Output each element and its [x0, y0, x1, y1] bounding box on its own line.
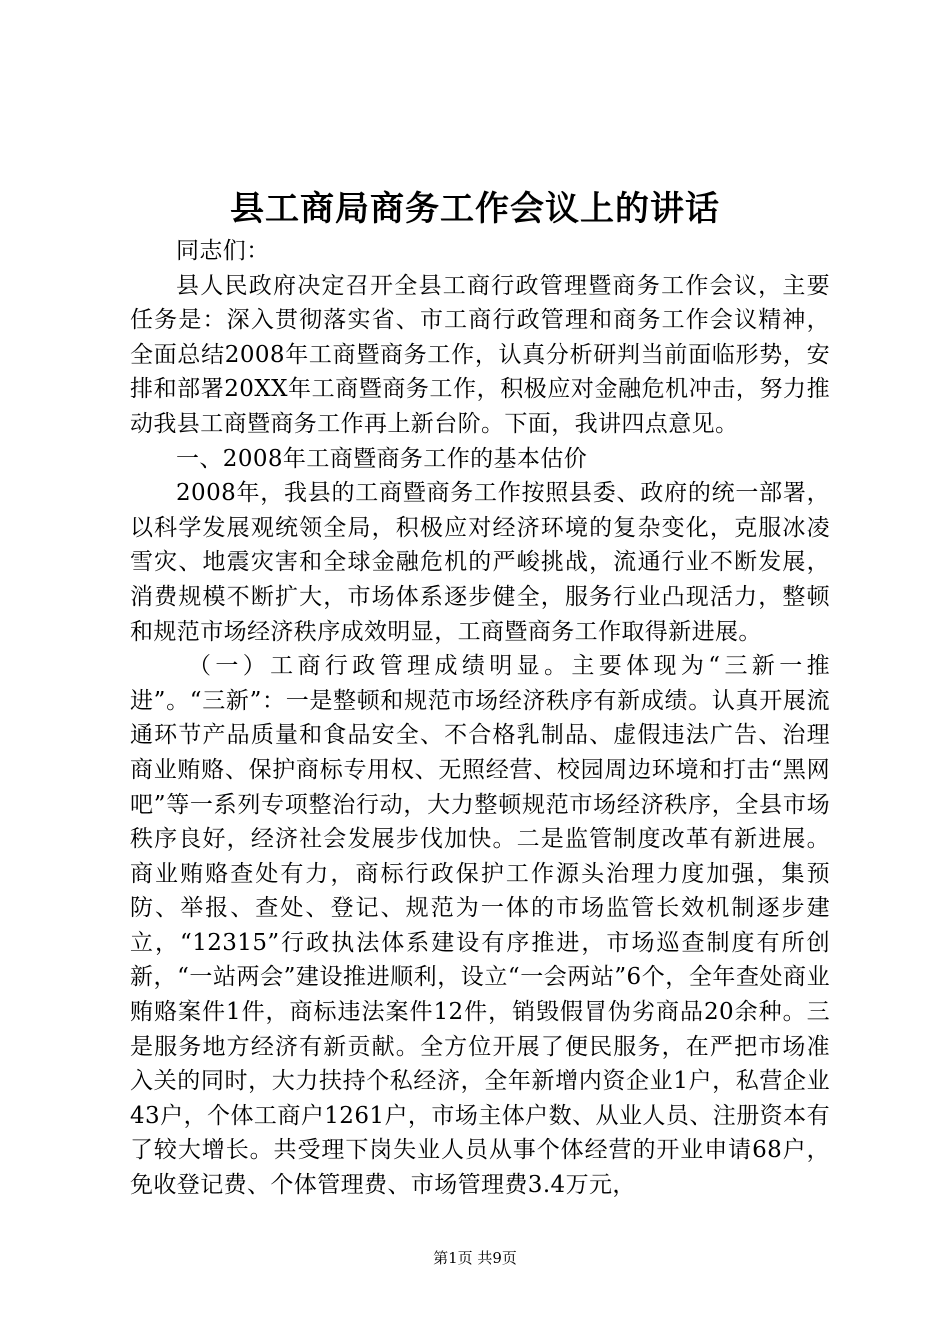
document-body — [130, 234, 830, 1203]
page-number-footer: 第1页 共9页 — [433, 1249, 517, 1267]
intro-paragraph: 县人民政府决定召开全县工商行政管理暨商务工作会议，主要任务是：深入贯彻落实省、市工商行政管理和商务工作会议精神，全面总结2008年工商暨商务工作，认真分析研判当前面临形势，安排和部署20XX年工商暨商务工作，积极应对金融危机冲击，努力推动我县工商暨商务工作再上新台阶。下面，我讲四点意见。 — [130, 272, 830, 437]
summary-paragraph: 2008年，我县的工商暨商务工作按照县委、政府的统一部署，以科学发展观统领全局，积极应对经济环境的复杂变化，克服冰凌雪灾、地震灾害和全球金融危机的严峻挑战，流通行业不断发展，消费规模不断扩大，市场体系逐步健全，服务行业凸现活力，整顿和规范市场经济秩序成效明显，工商暨商务工作取得新进展。 — [130, 480, 830, 645]
subsection-paragraph-1: （一）工商行政管理成绩明显。主要体现为“三新一推进”。“三新”：一是整顿和规范市场经济秩序有新成绩。认真开展流通环节产品质量和食品安全、不合格乳制品、虚假违法广告、治理商业贿赂、保护商标专用权、无照经营、校园周边环境和打击“黑网吧”等一系列专项整治行动，大力整顿规范市场经济秩序，全县市场秩序良好，经济社会发展步伐加快。二是监管制度改革有新进展。商业贿赂查处有力，商标行政保护工作源头治理力度加强，集预防、举报、查处、登记、规范为一体的市场监管长效机制逐步建立，“12315”行政执法体系建设有序推进，市场巡查制度有所创新，“一站两会”建设推进顺利，设立“一会两站”6个，全年查处商业贿赂案件1件，商标违法案件12件，销毁假冒伪劣商品20余种。三是服务地方经济有新贡献。全方位开展了便民服务，在严把市场准入关的同时，大力扶持个私经济，全年新增内资企业1户，私营企业43户，个体工商户1261户，市场主体户数、从业人员、注册资本有了较大增长。共受理下岗失业人员从事个体经营的开业申请68户，免收登记费、个体管理费、市场管理费3.4万元， — [130, 653, 830, 1199]
section-heading-1: 一、2008年工商暨商务工作的基本估价 — [176, 445, 588, 472]
salutation-paragraph: 同志们： — [176, 238, 270, 264]
document-title: 县工商局商务工作会议上的讲话 — [230, 189, 720, 229]
